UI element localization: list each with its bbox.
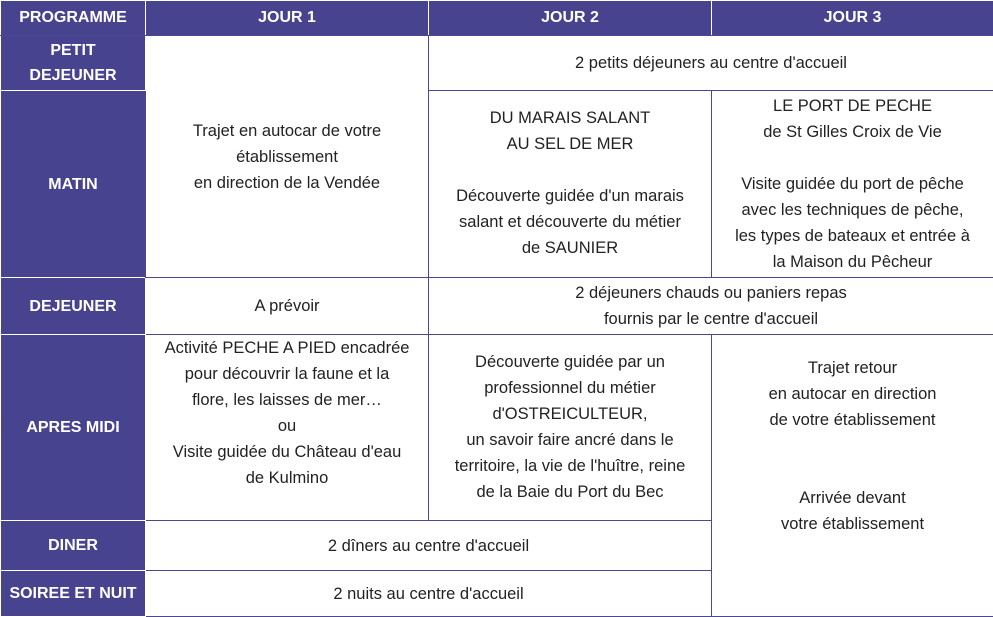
text-line: Découverte guidée d'un marais	[433, 183, 707, 209]
text-line: professionnel du métier	[433, 375, 707, 401]
cell-matin-jour-1	[146, 36, 429, 278]
text-line: un savoir faire ancré dans le	[433, 427, 707, 453]
text-line: pour découvrir la faune et la	[150, 361, 424, 387]
text-line: en direction de la Vendée	[150, 170, 424, 196]
header-programme: PROGRAMME	[1, 1, 146, 36]
text-line: Trajet retour	[716, 355, 989, 381]
text-line: de SAUNIER	[433, 235, 707, 261]
row-label-apres-midi: APRES MIDI	[1, 335, 146, 521]
text-line: 2 déjeuners chauds ou paniers repas	[433, 280, 989, 306]
text-line: avec les techniques de pêche,	[716, 197, 989, 223]
text-line: territoire, la vie de l'huître, reine	[433, 453, 707, 479]
text-line: Visite guidée du port de pêche	[716, 171, 989, 197]
cell-dejeuner-jour-1: A prévoir	[146, 278, 429, 335]
text-line: la Maison du Pêcheur	[716, 249, 989, 275]
row-petit-dejeuner	[1, 36, 993, 91]
text-line: Visite guidée du Château d'eau	[150, 439, 424, 465]
text-line: Activité PECHE A PIED encadrée	[150, 335, 424, 361]
text-line: AU SEL DE MER	[433, 131, 707, 157]
text-line: établissement	[150, 144, 424, 170]
cell-apres-midi-jour-3	[712, 335, 993, 617]
row-dejeuner	[1, 278, 993, 335]
text-line: Découverte guidée par un	[433, 349, 707, 375]
text-line: de Kulmino	[150, 465, 424, 491]
text-line: votre établissement	[716, 511, 989, 537]
text-line: de la Baie du Port du Bec	[433, 479, 707, 505]
text-line: DU MARAIS SALANT	[433, 105, 707, 131]
text-line: LE PORT DE PECHE	[716, 93, 989, 119]
text-line: de votre établissement	[716, 407, 989, 433]
cell-petit-dejeuner-jour-2-3: 2 petits déjeuners au centre d'accueil	[429, 36, 993, 91]
text-line: ou	[150, 413, 424, 439]
cell-apres-midi-jour-2	[429, 335, 712, 521]
cell-diner-jour-1-2: 2 dîners au centre d'accueil	[146, 521, 712, 571]
text-line: de St Gilles Croix de Vie	[716, 119, 989, 145]
text-line: Trajet en autocar de votre	[150, 118, 424, 144]
text-line: les types de bateaux et entrée à	[716, 223, 989, 249]
cell-matin-jour-3	[712, 91, 993, 278]
header-jour-2: JOUR 2	[429, 1, 712, 36]
text-line: d'OSTREICULTEUR,	[433, 401, 707, 427]
row-apres-midi	[1, 335, 993, 521]
row-label-line: PETIT	[5, 38, 141, 63]
row-label-line: DEJEUNER	[5, 63, 141, 88]
row-label-petit-dejeuner	[1, 36, 146, 91]
text-line: flore, les laisses de mer…	[150, 387, 424, 413]
text-line: fournis par le centre d'accueil	[433, 306, 989, 332]
row-label-diner: DINER	[1, 521, 146, 571]
text-line: Arrivée devant	[716, 485, 989, 511]
row-label-soiree: SOIREE ET NUIT	[1, 571, 146, 617]
cell-apres-midi-jour-1	[146, 335, 429, 521]
row-label-dejeuner: DEJEUNER	[1, 278, 146, 335]
text-line: salant et découverte du métier	[433, 209, 707, 235]
header-row	[1, 1, 993, 36]
cell-soiree-jour-1-2: 2 nuits au centre d'accueil	[146, 571, 712, 617]
cell-matin-jour-2	[429, 91, 712, 278]
header-jour-1: JOUR 1	[146, 1, 429, 36]
header-jour-3: JOUR 3	[712, 1, 993, 36]
cell-dejeuner-jour-2-3	[429, 278, 993, 335]
row-label-matin: MATIN	[1, 91, 146, 278]
text-line: en autocar en direction	[716, 381, 989, 407]
